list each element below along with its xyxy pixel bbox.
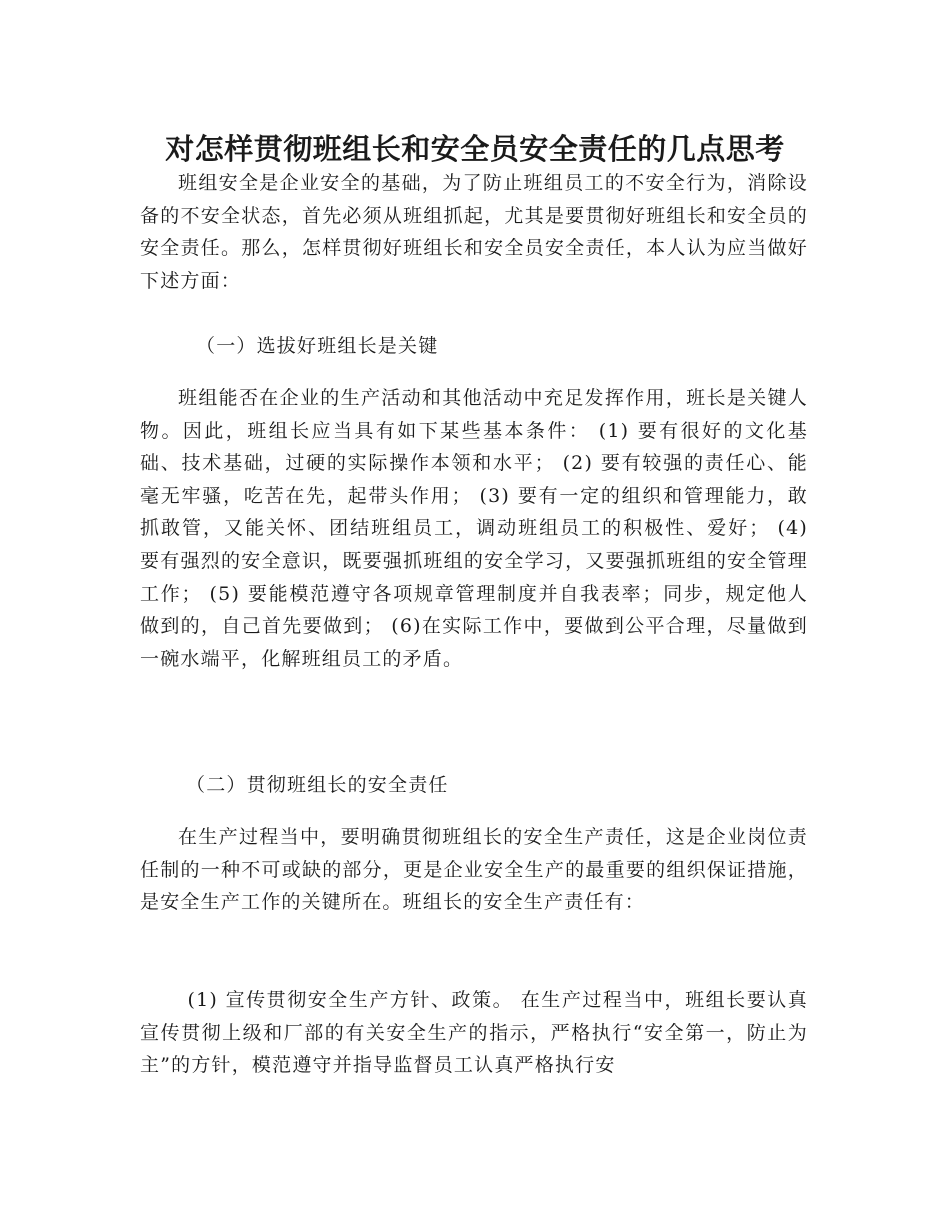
document-title: 对怎样贯彻班组长和安全员安全责任的几点思考	[165, 132, 785, 167]
list-item-1-paragraph: (1) 宣传贯彻安全生产方针、政策。 在生产过程当中，班组长要认真宣传贯彻上级和厂部的有关安全生产的指示，严格执行“安全第一，防止为主”的方针，模范遵守并指导监督员工认真严格执行安	[140, 989, 808, 1077]
intro-paragraph: 班组安全是企业安全的基础，为了防止班组员工的不安全行为，消除设备的不安全状态，首先必须从班组抓起，尤其是要贯彻好班组长和安全员的安全责任。那么，怎样贯彻好班组长和安全员安全责任，本人认为应当做好下述方面：	[140, 172, 808, 292]
section-heading-2: （二）贯彻班组长的安全责任	[186, 774, 449, 796]
section-1-paragraph: 班组能否在企业的生产活动和其他活动中充足发挥作用，班长是关键人物。因此，班组长应当具有如下某些基本条件： (1) 要有很好的文化基础、技术基础，过硬的实际操作本领和水平； (2) 要有较强的责任心、能毫无牢骚，吃苦在先，起带头作用； (3) 要有一定的组织和管理能力，敢抓敢管，又能关怀、团结班组员工，调动班组员工的积极性、爱好； (4) 要有强烈的安全意识，既要强抓班组的安全学习，又要强抓班组的安全管理工作； (5) 要能模范遵守各项规章管理制度并自我表率；同步，规定他人做到的，自己首先要做到； (6)在实际工作中，要做到公平合理，尽量做到一碗水端平，化解班组员工的矛盾。	[140, 387, 808, 670]
section-2-paragraph: 在生产过程当中，要明确贯彻班组长的安全生产责任，这是企业岗位责任制的一种不可或缺的部分，更是企业安全生产的最重要的组织保证措施，是安全生产工作的关键所在。班组长的安全生产责任有：	[140, 826, 808, 914]
section-heading-1: （一）选拔好班组长是关键	[196, 335, 439, 357]
